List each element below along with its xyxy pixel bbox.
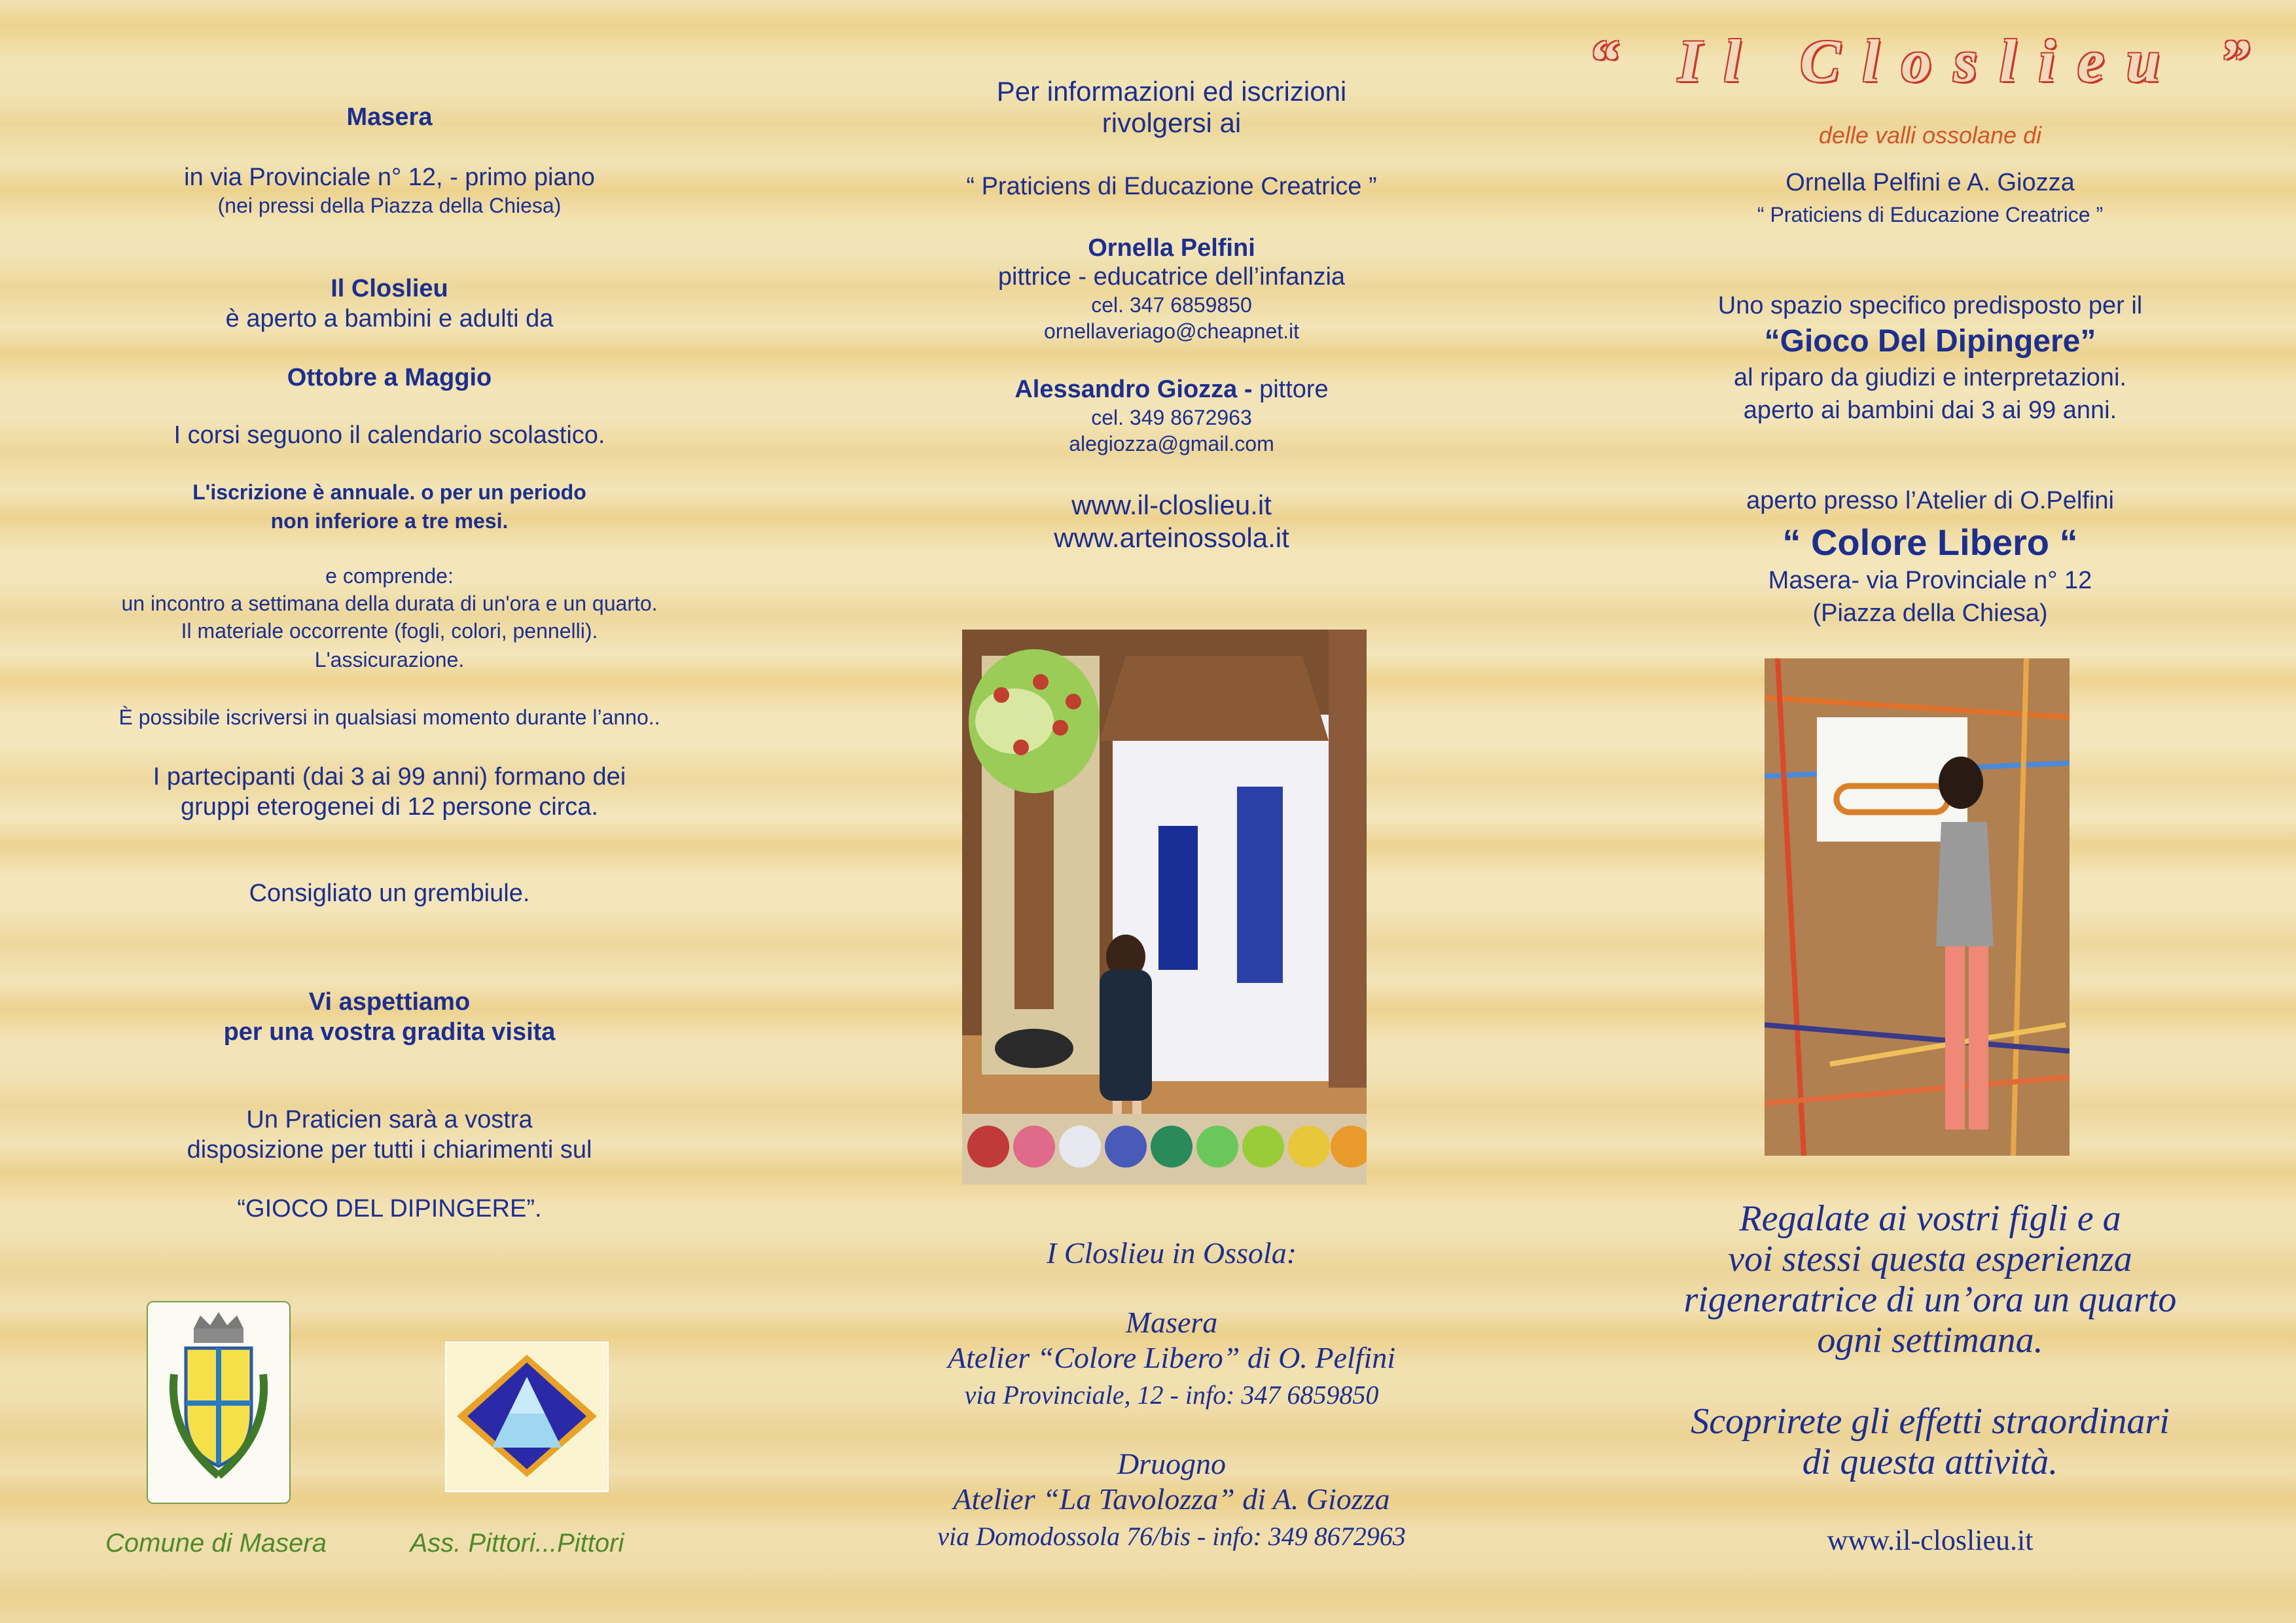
person2-email: alegiozza@gmail.com — [1069, 432, 1274, 455]
brochure-title: “ Il Closlieu ” — [1588, 27, 2272, 94]
website-link[interactable]: www.il-closlieu.it — [1827, 1524, 2034, 1556]
includes-item-2: Il materiale occorrente (fogli, colori, pennelli). — [181, 619, 598, 643]
includes-title: e comprende: — [325, 564, 454, 588]
anytime-note: È possibile iscriversi in qualsiasi momento durante l’anno.. — [118, 705, 660, 729]
period: Ottobre a Maggio — [287, 364, 492, 391]
discover-line-1: Scoprirete gli effetti straordinari — [1691, 1401, 2170, 1442]
open-title: Il Closlieu — [331, 275, 448, 302]
loc2-atelier: Atelier “La Tavolozza” di A. Giozza — [953, 1482, 1390, 1516]
discover-line-2: di questa attività. — [1802, 1442, 2058, 1482]
includes-item-1: un incontro a settimana della durata di un'ora e un quarto. — [121, 592, 658, 615]
comune-masera-logo — [147, 1301, 291, 1504]
loc2-address: via Domodossola 76/bis - info: 349 8672963 — [937, 1522, 1406, 1551]
location-title: Masera — [346, 103, 433, 131]
info-line-1: Per informazioni ed iscrizioni — [996, 76, 1347, 107]
person2-line — [779, 376, 1564, 404]
open-text: è aperto a bambini e adulti da — [225, 305, 554, 332]
praticien-line-2: disposizione per tutti i chiarimenti sul — [187, 1136, 592, 1164]
atelier-name: “ Colore Libero “ — [1782, 522, 2078, 563]
space-line-4: aperto ai bambini dai 3 ai 99 anni. — [1743, 397, 2117, 424]
gift-line-4: ogni settimana. — [1817, 1320, 2043, 1361]
atelier-address: Masera- via Provinciale n° 12 — [1768, 567, 2092, 594]
right-panel — [1564, 0, 2296, 1623]
ass-pittori-label: Ass. Pittori...Pittori — [410, 1529, 624, 1558]
loc1-atelier: Atelier “Colore Libero” di O. Pelfini — [947, 1341, 1396, 1374]
apron-note: Consigliato un grembiule. — [249, 880, 530, 907]
person1-phone: cel. 347 6859850 — [1091, 293, 1252, 317]
comune-masera-label: Comune di Masera — [105, 1529, 327, 1558]
loc2-city: Druogno — [1117, 1447, 1227, 1480]
middle-panel — [779, 0, 1564, 1623]
space-line-1: Uno spazio specifico predisposto per il — [1717, 292, 2143, 319]
authors-note: “ Praticiens di Educazione Creatrice ” — [1757, 203, 2104, 226]
praticiens-label: “ Praticiens di Educazione Creatrice ” — [966, 173, 1377, 200]
info-line-2: rivolgersi ai — [1102, 107, 1242, 138]
web-link-2[interactable]: www.arteinossola.it — [1054, 522, 1289, 553]
person1-email: ornellaveriago@cheapnet.it — [1043, 319, 1300, 343]
painting-house-photo — [962, 630, 1367, 1185]
address: in via Provinciale n° 12, - primo piano — [184, 164, 595, 191]
welcome-line-1: Vi aspettiamo — [308, 988, 471, 1016]
includes-item-3: L'assicurazione. — [314, 648, 465, 671]
loc1-address: via Provinciale, 12 - info: 347 6859850 — [964, 1380, 1379, 1410]
praticien-line-3: “GIOCO DEL DIPINGERE”. — [237, 1195, 542, 1222]
subscription-line-1: L'iscrizione è annuale. o per un periodo — [192, 480, 586, 504]
title-subtitle: delle valli ossolane di — [1818, 122, 2042, 149]
atelier-line: aperto presso l’Atelier di O.Pelfini — [1746, 487, 2114, 514]
groups-line-1: I partecipanti (dai 3 ai 99 anni) formano dei — [152, 763, 626, 791]
person1-role: pittrice - educatrice dell’infanzia — [997, 263, 1346, 291]
atelier-note: (Piazza della Chiesa) — [1812, 599, 2048, 627]
gift-line-1: Regalate ai vostri figli e a — [1739, 1198, 2121, 1239]
loc1-city: Masera — [1125, 1306, 1218, 1339]
space-line-2: “Gioco Del Dipingere” — [1764, 324, 2096, 359]
gift-line-3: rigeneratrice di un’ora un quarto — [1683, 1279, 2177, 1320]
person2-role: pittore — [1259, 376, 1329, 403]
ass-pittori-logo — [445, 1342, 609, 1492]
ossola-title: I Closlieu in Ossola: — [1046, 1236, 1297, 1270]
praticien-line-1: Un Praticien sarà a vostra — [246, 1106, 533, 1133]
person1-name: Ornella Pelfini — [1088, 234, 1255, 262]
groups-line-2: gruppi eterogenei di 12 persone circa. — [181, 793, 598, 821]
gift-line-2: voi stessi questa esperienza — [1728, 1239, 2132, 1279]
person2-name: Alessandro Giozza - — [1014, 376, 1260, 403]
space-line-3: al riparo da giudizi e interpretazioni. — [1734, 364, 2126, 391]
subscription-line-2: non inferiore a tre mesi. — [270, 509, 509, 533]
address-note: (nei pressi della Piazza della Chiesa) — [217, 194, 562, 217]
calendar-note: I corsi seguono il calendario scolastico. — [173, 421, 605, 449]
person2-phone: cel. 349 8672963 — [1091, 406, 1252, 429]
web-link-1[interactable]: www.il-closlieu.it — [1071, 490, 1272, 520]
painting-girl-photo — [1765, 658, 2070, 1156]
left-panel — [0, 0, 779, 1623]
welcome-line-2: per una vostra gradita visita — [223, 1018, 556, 1046]
authors: Ornella Pelfini e A. Giozza — [1785, 169, 2075, 196]
